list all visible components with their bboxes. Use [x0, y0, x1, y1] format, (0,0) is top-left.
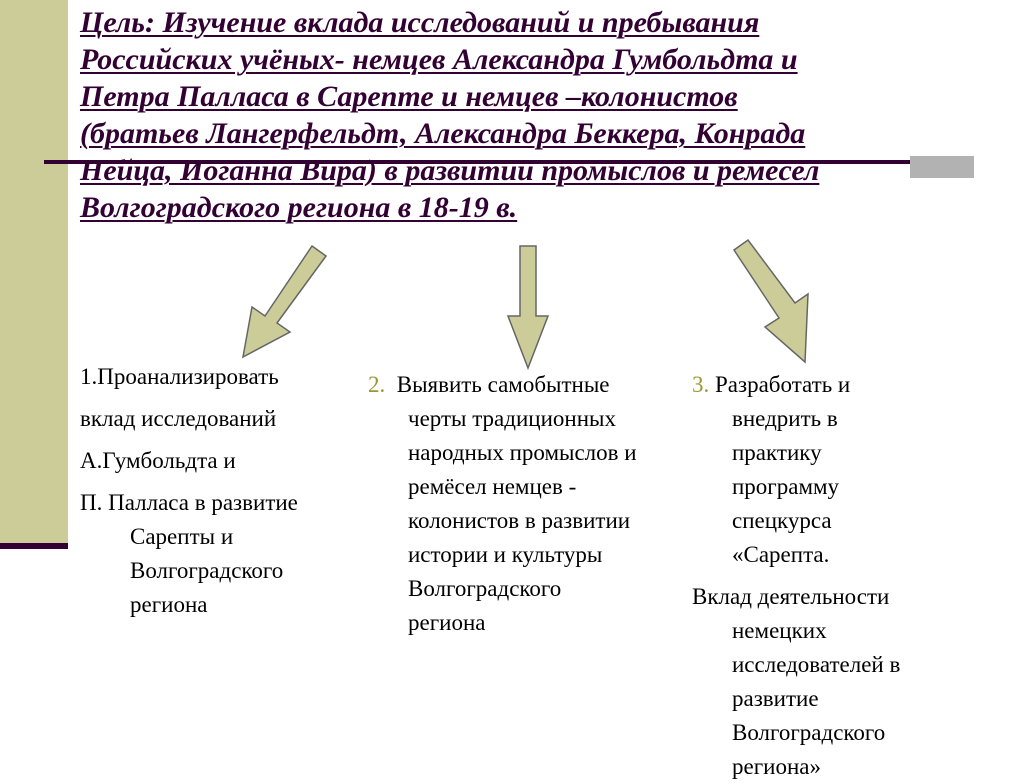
task-3-number: 3. [692, 372, 710, 397]
task-3-line: региона» [732, 754, 821, 779]
task-2-line: колонистов в развитии [408, 508, 631, 533]
task-2-line: черты традиционных [408, 406, 616, 431]
task-3-line: внедрить в [732, 406, 838, 431]
task-2-first-line [368, 368, 698, 402]
task-2-first-text: Выявить самобытные [396, 372, 610, 397]
task-1-line: А.Гумбольдта и [80, 448, 236, 473]
task-3-line: практику [732, 440, 822, 465]
task-3-first-line [692, 368, 982, 402]
task-1-line: П. Палласа в развитие [80, 490, 298, 515]
task-2-number: 2. [368, 372, 386, 397]
task-2 [368, 368, 698, 640]
arrow-left-icon [243, 246, 326, 357]
task-3 [692, 368, 982, 784]
task-2-line: народных промыслов и [408, 440, 637, 465]
task-3-line: «Сарепта. [732, 542, 830, 567]
task-2-line: Волгоградского [408, 576, 562, 601]
title-line: (братьев Лангерфельдт, Александра Беккера, Конрада [80, 117, 806, 150]
task-2-line: региона [408, 610, 486, 635]
task-3-line: развитие [732, 686, 819, 711]
task-1-line: Сарепты и [130, 524, 234, 549]
task-3-line: программу [732, 474, 840, 499]
task-1-line: вклад исследований [80, 406, 277, 431]
task-3-line: исследователей в [732, 652, 901, 677]
task-1-line: Волгоградского [130, 558, 284, 583]
arrow-middle-icon [508, 246, 548, 368]
task-1-line: региона [130, 592, 208, 617]
task-1 [80, 360, 370, 622]
title-line: Петра Палласа в Сарепте и немцев –колонистов [80, 80, 738, 113]
task-3-line: немецких [732, 618, 827, 643]
title-line: Нейца, Иоганна Вира) в развитии промыслов и ремёсел [80, 154, 820, 187]
task-1-line: 1.Проанализировать [80, 364, 279, 389]
task-2-line: истории и культуры [408, 542, 603, 567]
task-3-line: спецкурса [732, 508, 832, 533]
title-line: Цель: Изучение вклада исследований и пребывания [80, 6, 760, 39]
task-3-first-text: Разработать и [715, 372, 851, 397]
task-3-second-first-line: Вклад деятельности [692, 584, 890, 609]
task-2-line: ремёсел немцев - [408, 474, 577, 499]
task-3-line: Волгоградского [732, 720, 886, 745]
title-line: Волгоградского региона в 18-19 в. [80, 191, 518, 224]
arrow-right-icon [734, 240, 808, 362]
title-line: Российских учёных- немцев Александра Гумбольдта и [80, 43, 798, 76]
